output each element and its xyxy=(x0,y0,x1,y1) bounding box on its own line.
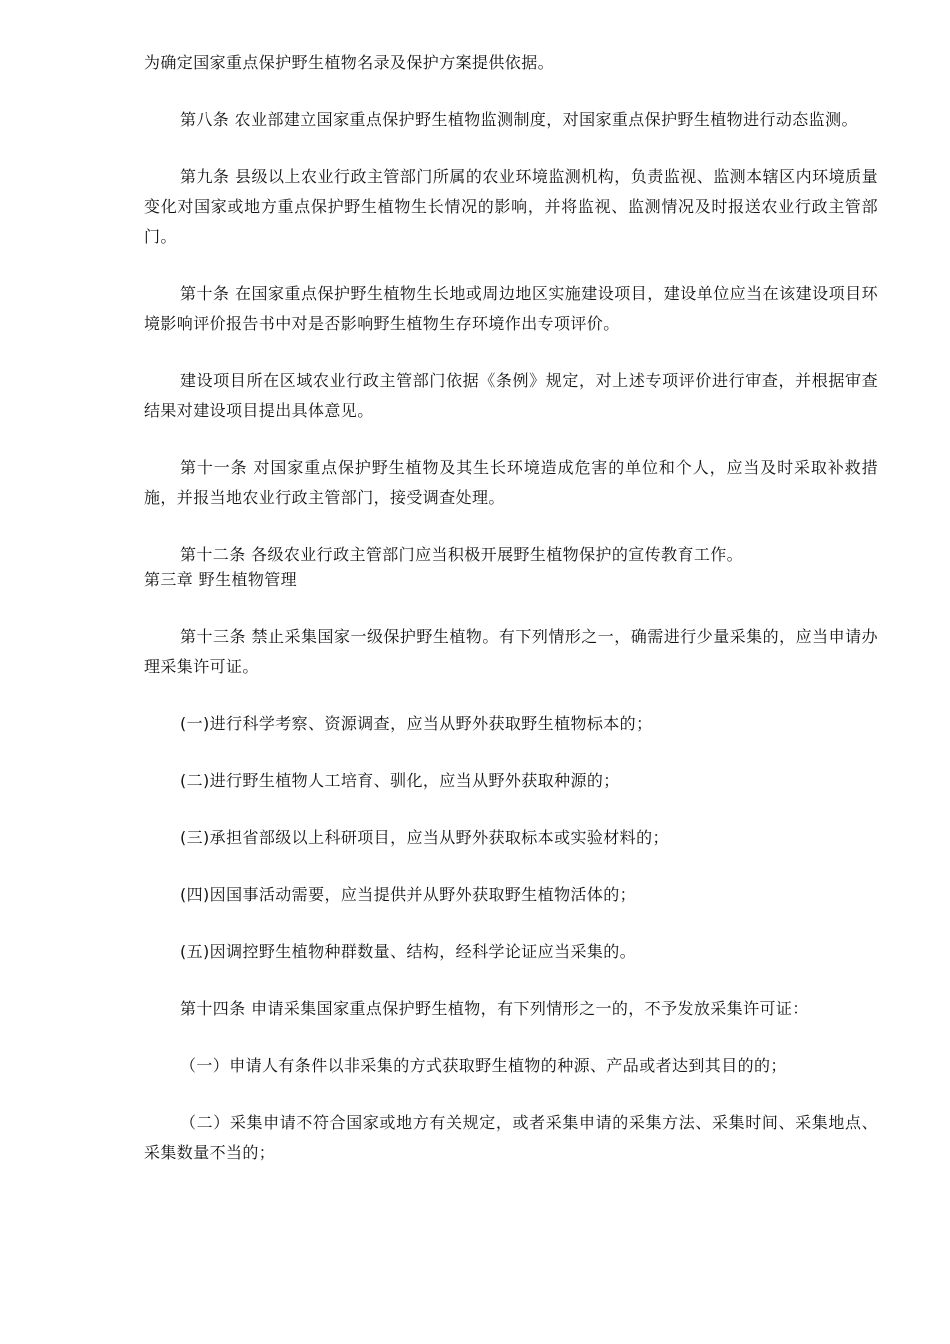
article-14-item-1: （一）申请人有条件以非采集的方式获取野生植物的种源、产品或者达到其目的的； xyxy=(180,1056,787,1075)
article-12: 第十二条 各级农业行政主管部门应当积极开展野生植物保护的宣传教育工作。 xyxy=(180,545,744,564)
article-9: 第九条 县级以上农业行政主管部门所属的农业环境监测机构，负责监视、监测本辖区内环境质量变化对国家或地方重点保护野生植物生长情况的影响，并将监视、监测情况及时报送农业行政主管部门。 xyxy=(144,167,878,246)
article-10: 第十条 在国家重点保护野生植物生长地或周边地区实施建设项目，建设单位应当在该建设项目环境影响评价报告书中对是否影响野生植物生存环境作出专项评价。 xyxy=(144,284,878,333)
article-14: 第十四条 申请采集国家重点保护野生植物，有下列情形之一的，不予发放采集许可证： xyxy=(180,999,809,1018)
article-14-item-2: （二）采集申请不符合国家或地方有关规定，或者采集申请的采集方法、采集时间、采集地点、采集数量不当的； xyxy=(144,1113,878,1162)
paragraph-continuation: 为确定国家重点保护野生植物名录及保护方案提供依据。 xyxy=(144,53,555,72)
document-page xyxy=(144,48,878,1168)
article-13-item-2: (二)进行野生植物人工培育、驯化，应当从野外获取种源的； xyxy=(180,771,620,790)
article-13-item-5: (五)因调控野生植物种群数量、结构，经科学论证应当采集的。 xyxy=(180,942,637,961)
article-13-item-1: (一)进行科学考察、资源调查，应当从野外获取野生植物标本的； xyxy=(180,714,653,733)
article-11: 第十一条 对国家重点保护野生植物及其生长环境造成危害的单位和个人，应当及时采取补救措施，并报当地农业行政主管部门，接受调查处理。 xyxy=(144,458,878,507)
article-13-item-4: (四)因国事活动需要，应当提供并从野外获取野生植物活体的； xyxy=(180,885,637,904)
article-13-item-3: (三)承担省部级以上科研项目，应当从野外获取标本或实验材料的； xyxy=(180,828,669,847)
article-13: 第十三条 禁止采集国家一级保护野生植物。有下列情形之一，确需进行少量采集的，应当申请办理采集许可证。 xyxy=(144,627,878,676)
chapter-3-heading: 第三章 野生植物管理 xyxy=(144,570,298,589)
article-10-paragraph-2: 建设项目所在区域农业行政主管部门依据《条例》规定，对上述专项评价进行审查，并根据审查结果对建设项目提出具体意见。 xyxy=(144,371,878,420)
article-8: 第八条 农业部建立国家重点保护野生植物监测制度，对国家重点保护野生植物进行动态监测。 xyxy=(180,110,858,129)
